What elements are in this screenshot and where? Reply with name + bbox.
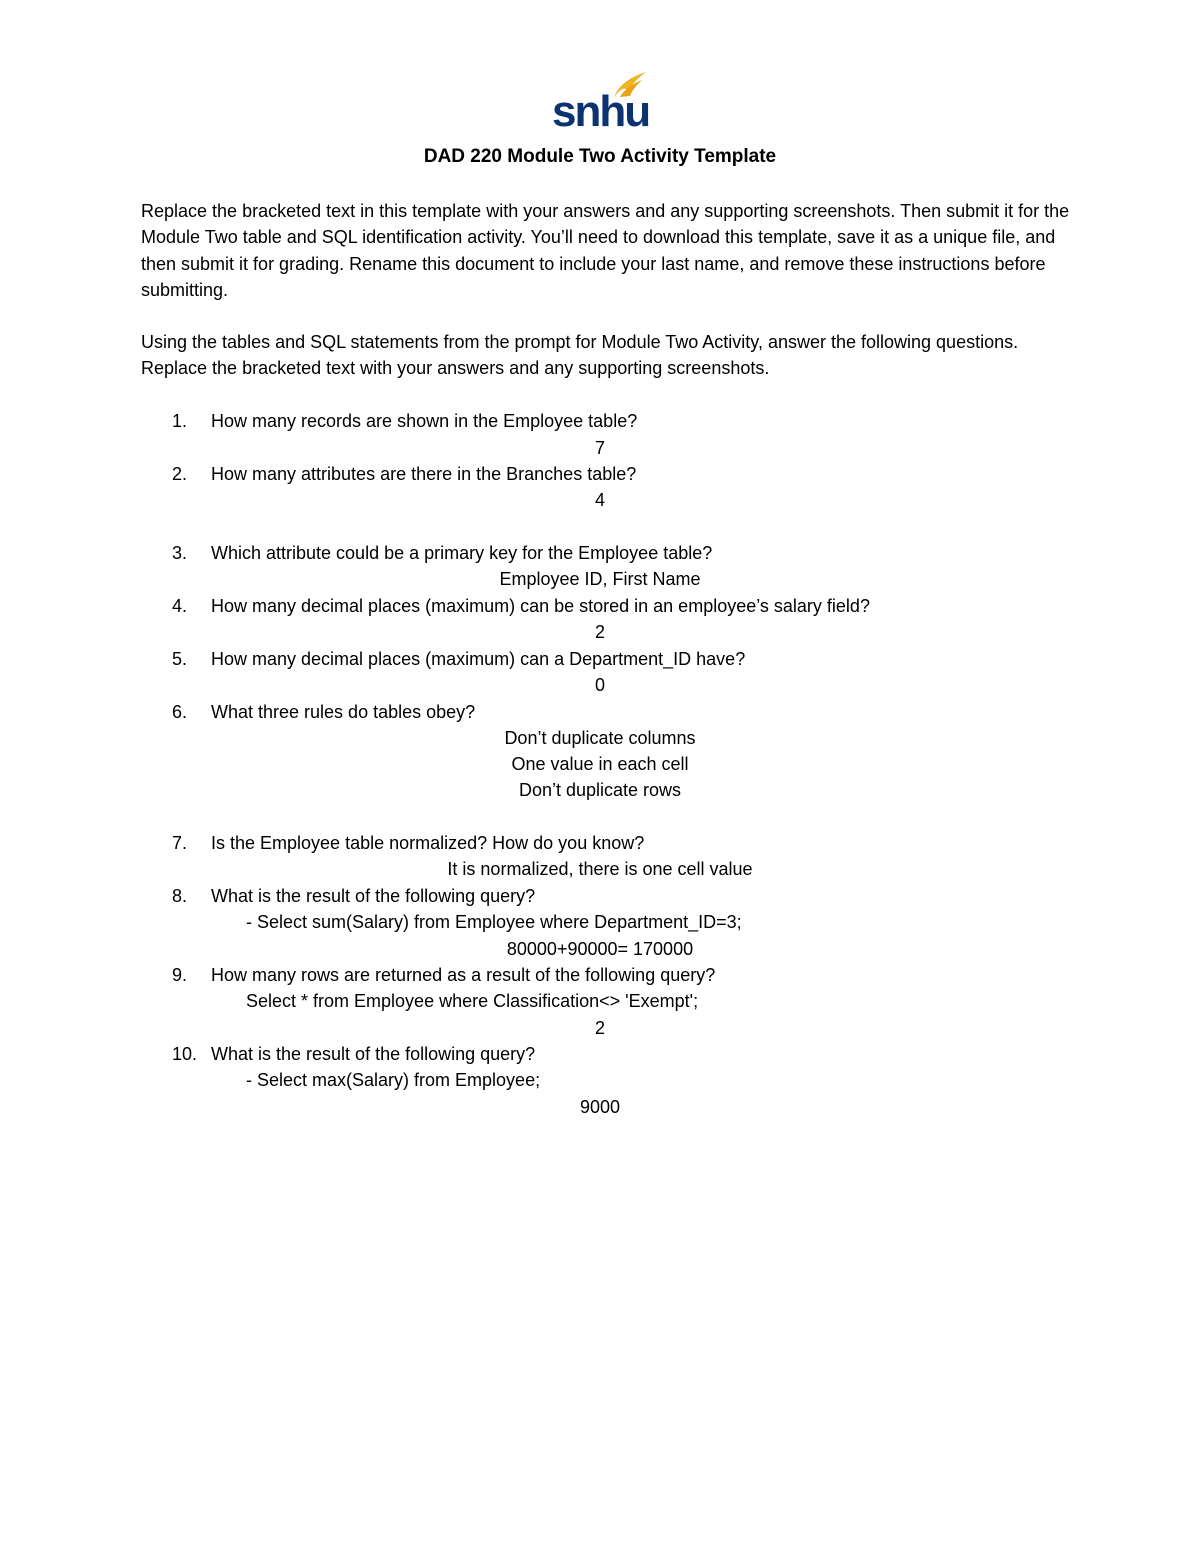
- query-10: - Select max(Salary) from Employee;: [246, 1070, 541, 1090]
- question-text: Is the Employee table normalized? How do you know?: [211, 833, 645, 853]
- page-title: DAD 220 Module Two Activity Template: [423, 146, 777, 167]
- question-text: How many records are shown in the Employee table?: [211, 411, 638, 431]
- question-text: How many attributes are there in the Branches table?: [211, 464, 637, 484]
- query-9: Select * from Employee where Classification<> 'Exempt';: [246, 991, 699, 1011]
- query-8: - Select sum(Salary) from Employee where Department_ID=3;: [246, 912, 742, 932]
- answer-10: 9000: [579, 1097, 621, 1117]
- question-number: 8.: [172, 886, 188, 906]
- question-number: 5.: [172, 649, 188, 669]
- snhu-logo: [552, 70, 648, 134]
- question-number: 10.: [172, 1044, 198, 1064]
- question-number: 6.: [172, 702, 188, 722]
- question-text: What three rules do tables obey?: [211, 702, 476, 722]
- answer-4: 2: [594, 622, 605, 642]
- question-number: 1.: [172, 411, 188, 431]
- question-text: How many decimal places (maximum) can be stored in an employee’s salary field?: [211, 596, 870, 616]
- answer-5: 0: [594, 675, 605, 695]
- question-number: 2.: [172, 464, 188, 484]
- answer-8: 80000+90000= 170000: [506, 939, 694, 959]
- question-text: How many decimal places (maximum) can a Department_ID have?: [211, 649, 746, 669]
- question-number: 3.: [172, 543, 188, 563]
- intro-paragraph: Using the tables and SQL statements from the prompt for Module Two Activity, answer the following questions. Replace the bracketed text with your answers and any supporting screenshots.: [141, 332, 1019, 379]
- question-text: Which attribute could be a primary key for the Employee table?: [211, 543, 713, 563]
- question-text: How many rows are returned as a result of the following query?: [211, 965, 716, 985]
- answer-2: 4: [594, 490, 605, 510]
- instructions-paragraph: Replace the bracketed text in this template with your answers and any supporting screenshots. Then submit it for the Module Two table and SQL identification activity. You’ll need to download this template, save it as a unique file, and then submit it for grading. Rename this document to include your last name, and remove these instructions before submitting.: [141, 201, 1070, 301]
- answer-7: It is normalized, there is one cell value: [447, 859, 753, 879]
- answer-3: Employee ID, First Name: [499, 569, 701, 589]
- answer-6-rule-1: Don’t duplicate columns: [504, 728, 696, 748]
- answer-6-rule-3: Don’t duplicate rows: [518, 780, 682, 800]
- question-text: What is the result of the following query?: [211, 886, 536, 906]
- question-number: 4.: [172, 596, 188, 616]
- answer-6-rule-2: One value in each cell: [511, 754, 689, 774]
- question-text: What is the result of the following query?: [211, 1044, 536, 1064]
- answer-9: 2: [594, 1018, 605, 1038]
- question-number: 7.: [172, 833, 188, 853]
- question-number: 9.: [172, 965, 188, 985]
- logo-wordmark: snhu: [552, 87, 650, 136]
- answer-1: 7: [594, 438, 605, 458]
